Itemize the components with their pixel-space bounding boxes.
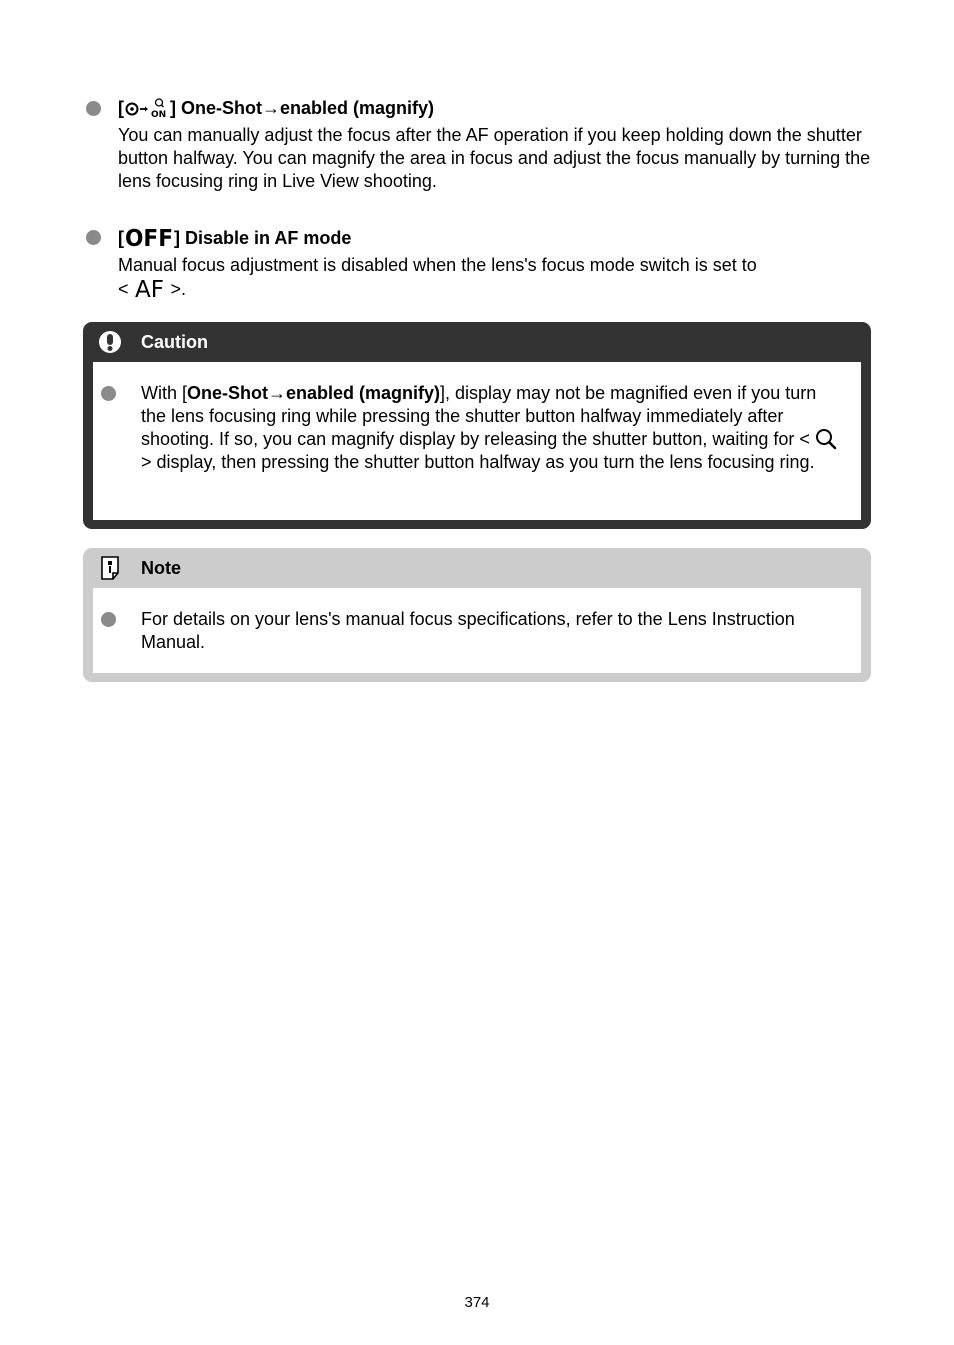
off-icon xyxy=(124,226,174,248)
item-disable-af xyxy=(84,226,884,301)
note-body xyxy=(93,588,861,673)
svg-text:OFF: OFF xyxy=(125,226,173,248)
caution-icon xyxy=(97,329,123,355)
bullet xyxy=(101,386,116,401)
item-heading: [ ON ] One-Shot→enabled (magnify) xyxy=(118,98,435,118)
bullet xyxy=(86,101,101,116)
svg-text:AF: AF xyxy=(134,277,164,299)
item-one-shot-magnify xyxy=(84,97,884,193)
bullet xyxy=(86,230,101,245)
af-then-mf-magnify-icon xyxy=(124,98,170,118)
note-icon xyxy=(97,555,123,581)
note-header xyxy=(83,548,871,588)
caution-header xyxy=(83,322,871,362)
note-title: Note xyxy=(141,557,181,578)
svg-text:ON: ON xyxy=(151,110,167,118)
caution-text: With [One-Shot→enabled (magnify)], display may not be magnified even if you turn the lens focusing ring while pressing the shutter button halfway immediately after shooting. If so, you can magnify display by releasing the shutter button, waiting for < > display, then pressing the shutter button halfway as you turn the lens focusing ring. xyxy=(141,382,841,474)
magnify-icon xyxy=(815,428,837,450)
item-description: You can manually adjust the focus after the AF operation if you keep holding down the shutter button halfway. You can magnify the area in focus and adjust the focus manually by turning the lens focusing ring in Live View shooting. xyxy=(118,125,871,191)
item-heading: [ OFF ] Disable in AF mode xyxy=(118,226,884,250)
af-icon xyxy=(134,277,166,299)
caution-title: Caution xyxy=(141,331,208,352)
note-box xyxy=(83,548,871,682)
bullet xyxy=(101,612,116,627)
caution-box xyxy=(83,322,871,529)
note-text: For details on your lens's manual focus specifications, refer to the Lens Instruction Manual. xyxy=(141,609,795,652)
item-description: Manual focus adjustment is disabled when the lens's focus mode switch is set to < AF >. xyxy=(118,254,884,301)
caution-body xyxy=(93,362,861,520)
page-number: 374 xyxy=(464,1294,490,1311)
